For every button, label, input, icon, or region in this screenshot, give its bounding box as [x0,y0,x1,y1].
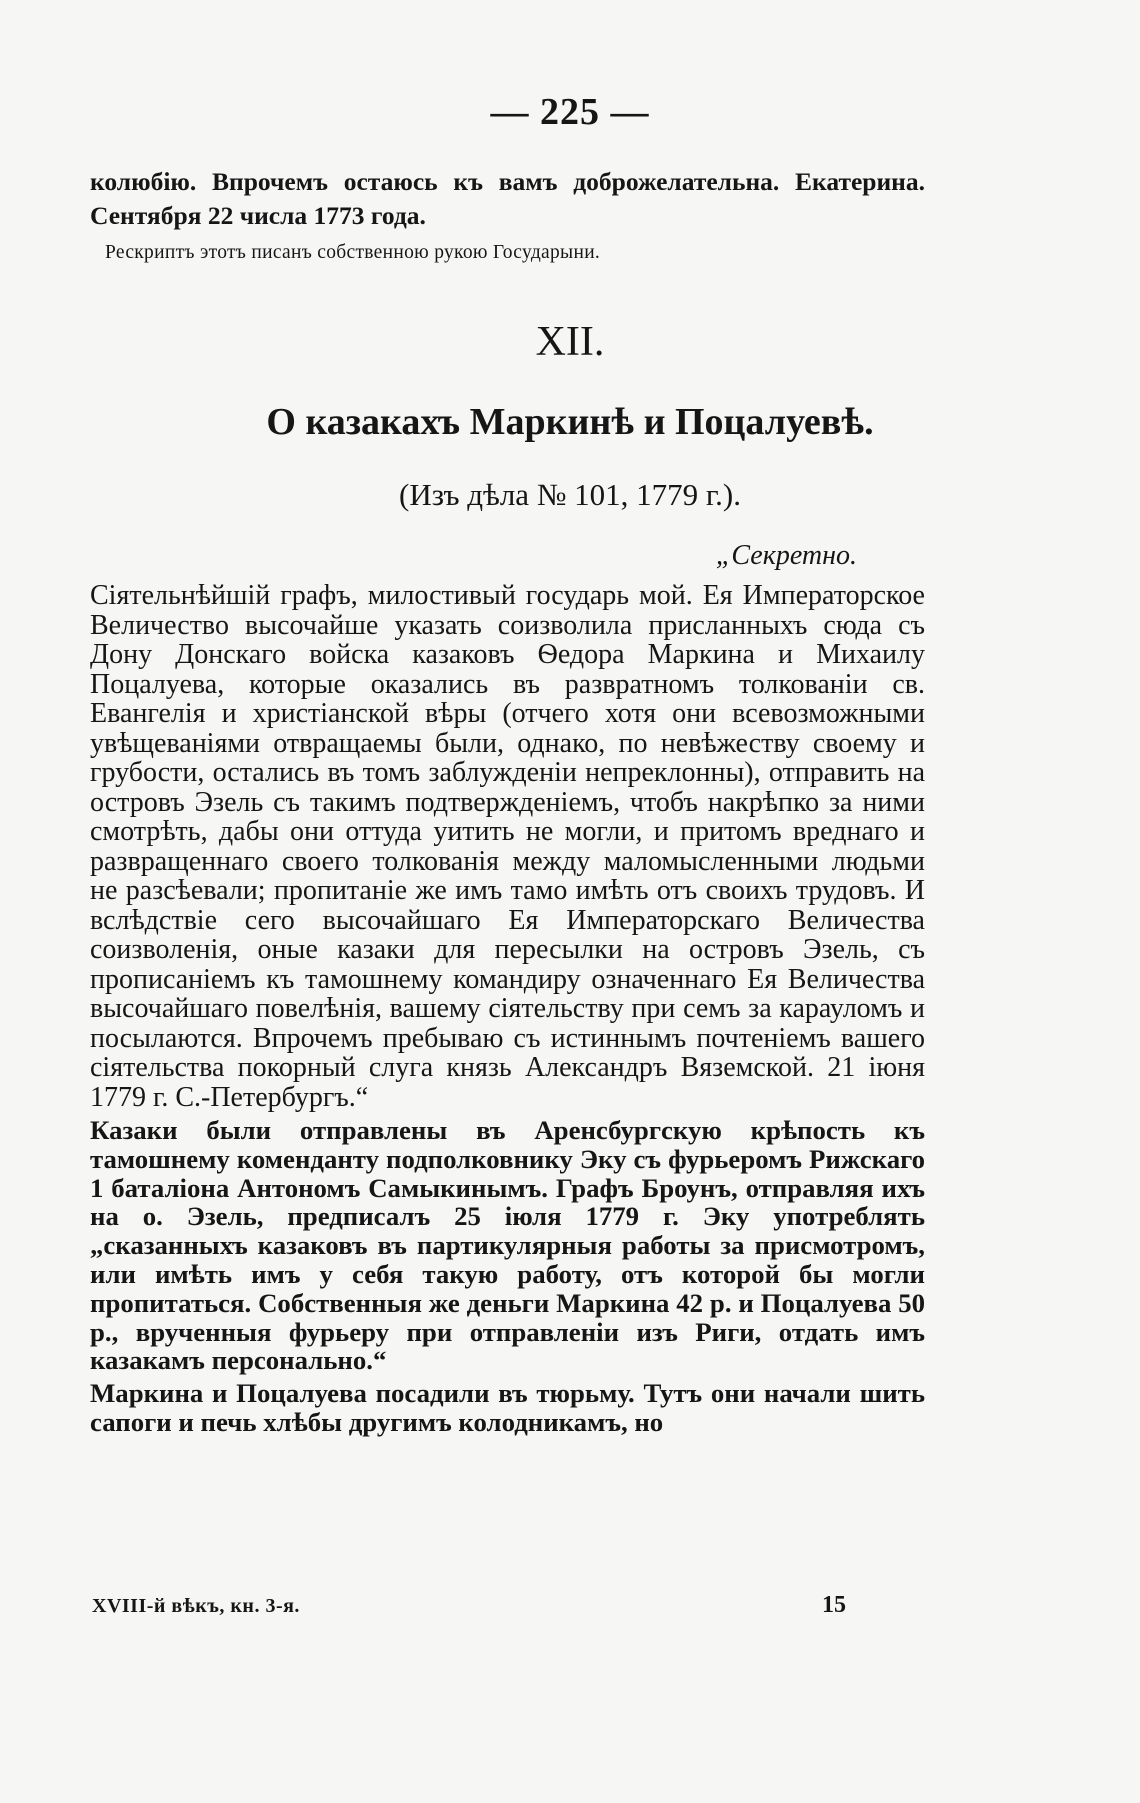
section-heading: О казакахъ Маркинѣ и Поцалуевѣ. [266,401,874,443]
paragraph-dispatch: Казаки были отправлены въ Аренсбургскую крѣпость къ тамошнему коменданту подполковнику Эку съ фурьеромъ Рижскаго 1 баталіона Антономъ Самыкинымъ. Графъ Броунъ, отправляя ихъ на о. Эзель, предписалъ 25 іюля 1779 г. Эку употреблять „сказанныхъ казаковъ въ партикулярныя работы за присмотромъ, или имѣть имъ у себя такую работу, отъ которой бы могли пропитаться. Собственныя же деньги Маркина 42 р. и Поцалуева 50 р., врученныя фурьеру при отправленіи изъ Риги, отдать имъ казакамъ персонально.“ [90,1115,925,1376]
footnote: Рескриптъ этотъ писанъ собственною рукою Государыни. [105,242,601,263]
paragraph-letter: Сіятельнѣйшій графъ, милостивый государь мой. Ея Императорское Величество высочайше указать соизволила присланныхъ сюда съ Дону Донскаго войска казаковъ Ѳедора Маркина и Михаилу Поцалуева, которые оказались въ развратномъ толкованіи св. Евангелія и христіанской вѣры (отчего хотя они всевозможными увѣщеваніями отвращаемы были, однако, по невѣжеству своему и грубости, остались въ томъ заблужденіи непреклонны), отправить на островъ Эзель съ такимъ подтвержденіемъ, чтобъ накрѣпко за ними смотрѣть, дабы они оттуда уитить не могли, и притомъ вреднаго и развращеннаго своего толкованія между маломысленными людьми не разсѣевали; пропитаніе же имъ тамо имѣть отъ своихъ трудовъ. И вслѣдствіе сего высочайшаго Ея Императорскаго Величества соизволенія, оные казаки для пересылки на островъ Эзель, съ прописаніемъ къ тамошнему командиру означеннаго Ея Величества высочайшаго повелѣнія, вашему сіятельству при семъ за карауломъ и посылаются. Впрочемъ пребываю съ истиннымъ почтеніемъ вашего сіятельства покорный слуга князь Александръ Вяземской. 21 іюня 1779 г. С.-Петербургъ.“ [90,580,925,1113]
body-text [90,581,925,1437]
page-number: — 225 — [490,91,650,133]
paragraph-prison: Маркина и Поцалуева посадили въ тюрьму. Тутъ они начали шить сапоги и печь хлѣбы другимъ колодникамъ, но [90,1378,925,1437]
signature-mark: XVIII-й вѣкъ, кн. 3-я. [92,1595,300,1617]
section-numeral: XII. [535,319,605,365]
secret-label: „Секретно. [715,540,857,571]
continued-text: колюбію. Впрочемъ остаюсь къ вамъ доброжелательна. Екатерина. Сентября 22 числа 1773 года. [90,167,925,230]
source-reference: (Изъ дѣла № 101, 1779 г.). [399,477,741,512]
sheet-number: 15 [822,1592,846,1618]
